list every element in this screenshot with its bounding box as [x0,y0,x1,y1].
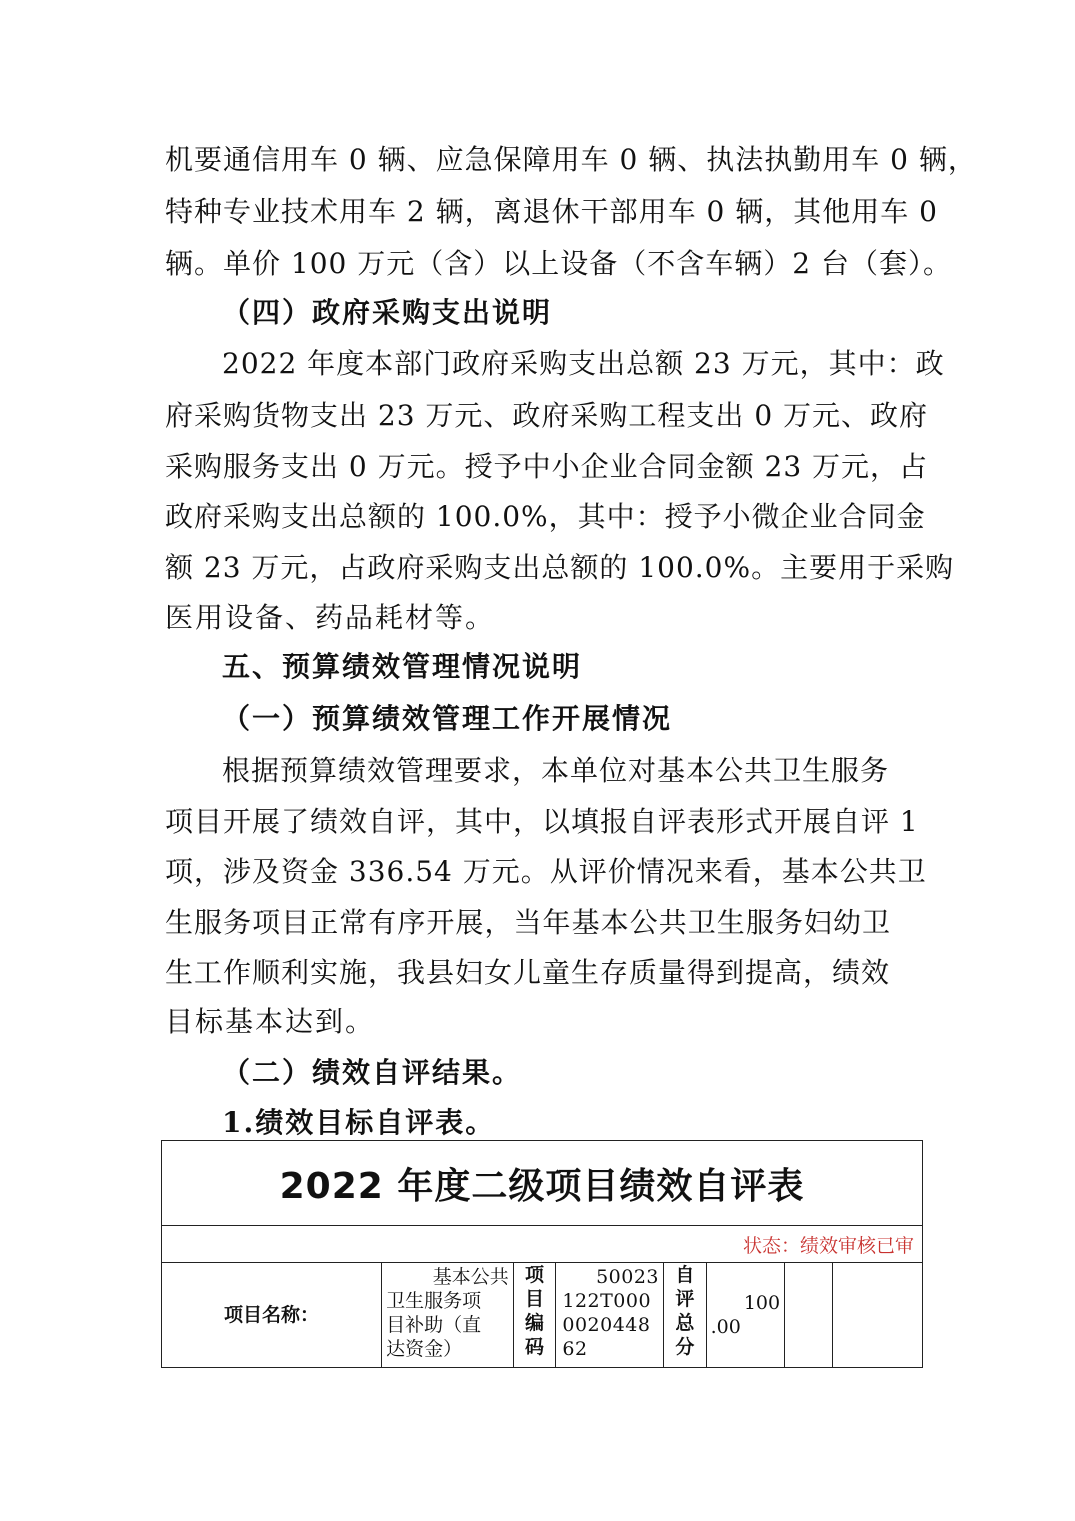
section-heading: （一）预算绩效管理工作开展情况 [222,702,673,735]
project-name-label: 项目名称： [162,1263,382,1368]
paragraph-line: 生服务项目正常有序开展，当年基本公共卫生服务妇幼卫 [165,906,891,939]
paragraph-line: 根据预算绩效管理要求，本单位对基本公共卫生服务 [222,754,890,787]
paragraph-line: 项目开展了绩效自评，其中，以填报自评表形式开展自评 1 [165,805,919,838]
paragraph-line: 政府采购支出总额的 100.0%，其中：授予小微企业合同金 [165,500,926,533]
paragraph-line: 额 23 万元，占政府采购支出总额的 100.0%。主要用于采购 [165,551,955,584]
paragraph-line: 2022 年度本部门政府采购支出总额 23 万元，其中：政 [222,347,945,380]
self-score-label: 自 评 总 分 [664,1263,707,1368]
project-code-label: 项 目 编 码 [513,1263,556,1368]
status-label: 状态：绩效审核已审 [162,1226,923,1263]
empty-cell [785,1263,833,1368]
paragraph-line: 生工作顺利实施，我县妇女儿童生存质量得到提高，绩效 [165,956,891,989]
paragraph-line: 采购服务支出 0 万元。授予中小企业合同金额 23 万元，占 [165,450,929,483]
paragraph-line: 机要通信用车 0 辆、应急保障用车 0 辆、执法执勤用车 0 辆， [165,143,977,176]
paragraph-line: 医用设备、药品耗材等。 [165,601,496,634]
self-score-value: 100 .00 [706,1263,784,1368]
paragraph-line: 目标基本达到。 [165,1005,376,1038]
section-heading: 五、预算绩效管理情况说明 [222,650,583,683]
performance-evaluation-table [161,1140,923,1368]
project-code-value: 50023 122T000 0020448 62 [556,1263,664,1368]
paragraph-line: 辆。单价 100 万元（含）以上设备（不含车辆）2 台（套）。 [165,247,952,280]
paragraph-line: 府采购货物支出 23 万元、政府采购工程支出 0 万元、政府 [165,399,929,432]
empty-cell [833,1263,923,1368]
section-heading: （二）绩效自评结果。 [222,1056,523,1089]
table-title: 2022 年度二级项目绩效自评表 [162,1141,923,1226]
section-heading: 1.绩效目标自评表。 [222,1106,496,1139]
section-heading: （四）政府采购支出说明 [222,296,553,329]
paragraph-line: 特种专业技术用车 2 辆，离退休干部用车 0 辆，其他用车 0 [165,195,938,228]
project-name-value: 基本公共 卫生服务项 目补助（直 达资金） [382,1263,514,1368]
paragraph-line: 项，涉及资金 336.54 万元。从评价情况来看，基本公共卫 [165,855,927,888]
